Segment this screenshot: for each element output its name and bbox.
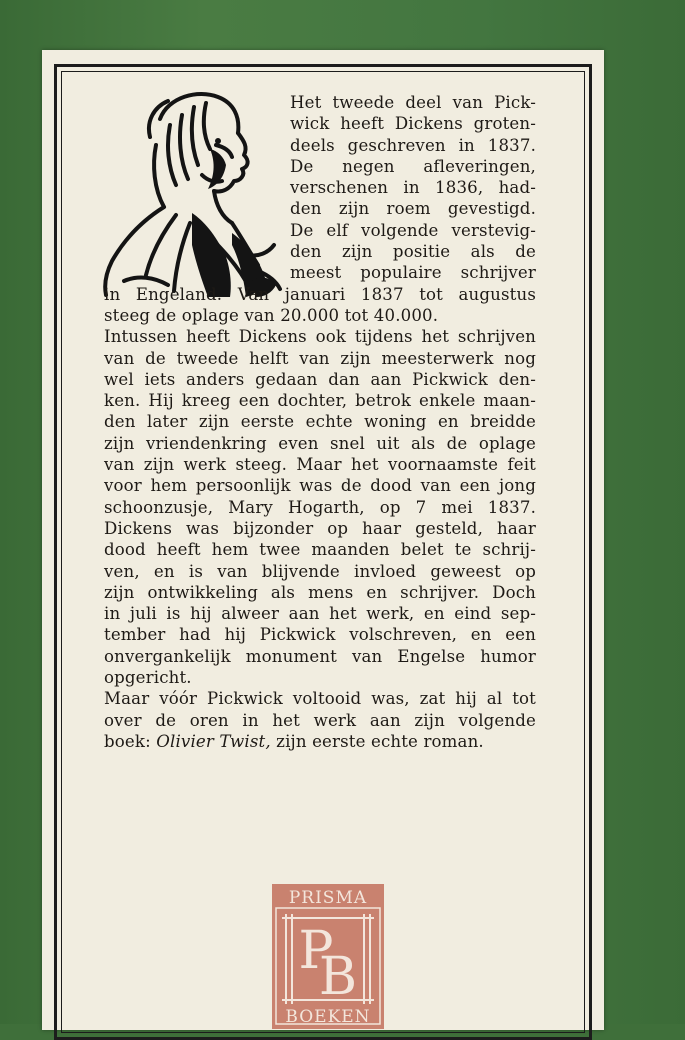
text-line: in juli is hij alweer aan het werk, en eind sep-	[104, 604, 536, 624]
text-line: De elf volgende verstevig-	[290, 220, 536, 240]
text-line: zijn ontwikkeling als mens en schrijver. Doch	[104, 582, 536, 602]
text-line: meest populaire schrijver	[290, 263, 536, 283]
text-line: den zijn roem gevestigd.	[290, 199, 536, 219]
text-line: De negen afleveringen,	[290, 156, 536, 176]
text-line: verschenen in 1836, had-	[290, 178, 536, 198]
text-fragment: boek:	[104, 731, 157, 751]
text-line: den later zijn eerste echte woning en breidde	[104, 412, 536, 432]
text-line: deels geschreven in 1837.	[290, 135, 536, 155]
text-line: steeg de oplage van 20.000 tot 40.000.	[104, 305, 439, 325]
book-title-italic: Olivier Twist,	[156, 731, 271, 751]
logo-letter-b: B	[318, 947, 358, 1007]
text-line: Maar vóór Pickwick voltooid was, zat hij al tot	[104, 689, 536, 709]
book-description	[104, 92, 536, 752]
text-line: zijn vriendenkring even snel uit als de oplage	[104, 433, 536, 453]
text-line: Intussen heeft Dickens ook tijdens het schrijven	[104, 327, 536, 347]
text-fragment: zijn eerste echte roman.	[270, 731, 484, 751]
text-line: wel iets anders gedaan dan aan Pickwick den-	[104, 369, 536, 389]
text-line: schoonzusje, Mary Hogarth, op 7 mei 1837.	[104, 497, 536, 517]
logo-letter-p: P	[298, 921, 334, 981]
text-line: over de oren in het werk aan zijn volgende	[104, 710, 536, 730]
text-line: opgericht.	[104, 668, 192, 688]
text-line: Dickens was bijzonder op haar gesteld, haar	[104, 518, 536, 538]
text-line: ven, en is van blijvende invloed geweest op	[104, 561, 536, 581]
text-line: voor hem persoonlijk was de dood van een jong	[104, 476, 536, 496]
logo-top-text: PRISMA	[288, 888, 368, 908]
prisma-boeken-logo	[272, 884, 384, 1029]
text-line: wick heeft Dickens groten-	[290, 114, 536, 134]
logo-bottom-text: BOEKEN	[285, 1007, 371, 1027]
text-line: den zijn positie als de	[290, 242, 536, 262]
text-line: van de tweede helft van zijn meesterwerk nog	[104, 348, 536, 368]
text-line: in Engeland. Van januari 1837 tot augustus	[104, 284, 536, 304]
text-line: ken. Hij kreeg een dochter, betrok enkele maan-	[104, 391, 536, 411]
text-line: Het tweede deel van Pick-	[290, 93, 536, 112]
text-line: dood heeft hem twee maanden belet te schrij-	[104, 540, 536, 560]
text-line-final	[104, 731, 536, 752]
text-line: van zijn werk steeg. Maar het voornaamste feit	[104, 455, 536, 475]
text-line: onvergankelijk monument van Engelse humor	[104, 646, 536, 666]
text-line: tember had hij Pickwick volschreven, en een	[104, 625, 536, 645]
